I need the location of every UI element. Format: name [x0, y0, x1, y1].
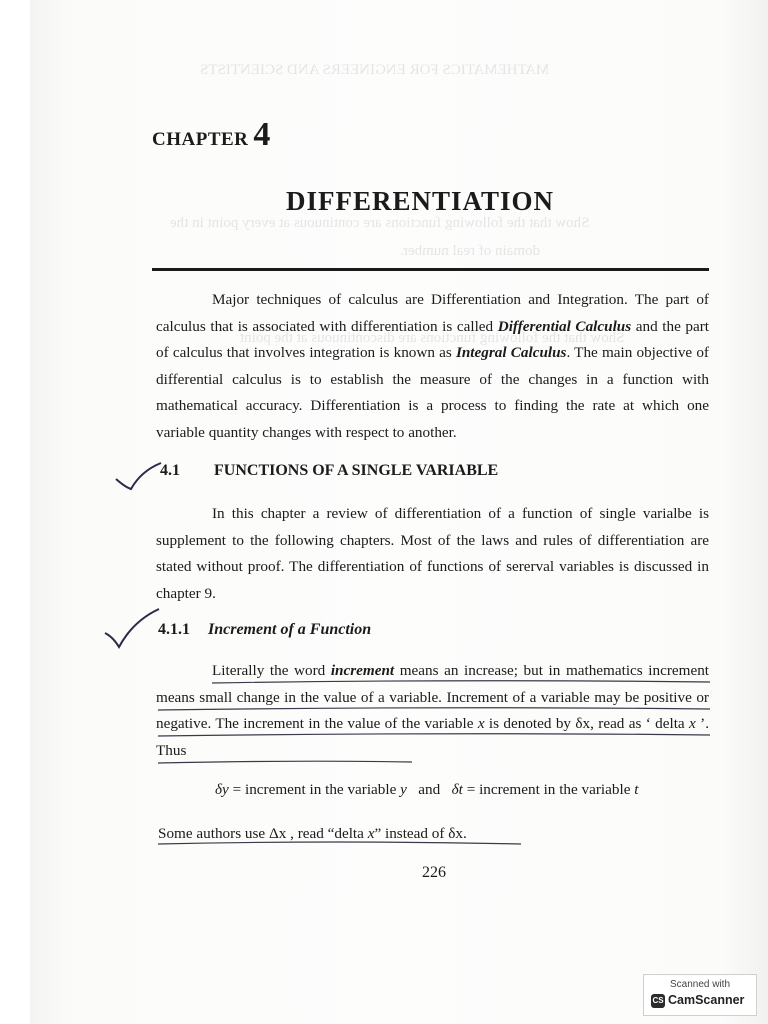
bleed-through-text: domain of real number. — [400, 243, 540, 259]
bleed-through-text: Show that the following functions are discontinuous at the point — [240, 330, 625, 346]
watermark-brand: CamScanner — [668, 993, 745, 1007]
camscanner-logo-icon: CS — [651, 994, 665, 1008]
bleed-through-text: MATHEMATICS FOR ENGINEERS AND SCIENTISTS — [200, 62, 550, 78]
equation-line: δy = increment in the variable y and δt = increment in the variable t — [215, 781, 639, 798]
checkmark-icon — [103, 607, 163, 651]
note-line: Some authors use Δx , read “delta x” instead of δx. — [158, 825, 467, 842]
chapter-label: CHAPTER 4 — [152, 116, 271, 153]
page-number: 226 — [422, 864, 446, 881]
term-increment: increment — [330, 662, 395, 679]
chapter-title: DIFFERENTIATION — [286, 186, 555, 216]
subsection-number: 4.1.1 — [158, 621, 190, 638]
scanner-watermark — [643, 974, 757, 1016]
title-divider — [152, 268, 709, 271]
section-title: FUNCTIONS OF A SINGLE VARIABLE — [214, 462, 499, 479]
bleed-through-text: Show that the following functions are continuous at every point in the — [170, 215, 590, 231]
pen-underlines — [150, 680, 720, 770]
watermark-caption: Scanned with — [669, 979, 731, 990]
pen-underline — [156, 840, 526, 848]
intro-paragraph: Major techniques of calculus are Differentiation and Integration. The part of calculus that is associated with differentiation is called Differential Calculus and the part of calculus that involves integration is known as Integral Calculus. The main objective of differential calculus is to establish the measure of the changes in a function with mathematical accuracy. Differentiation is a process to finding the rate at which one variable quantity changes with respect to another. — [156, 291, 710, 441]
term-differential-calculus: Differential Calculus — [497, 317, 632, 335]
subsection-title: Increment of a Function — [208, 621, 372, 638]
chapter-number: 4 — [253, 116, 271, 153]
subsection-heading — [158, 621, 371, 639]
subsection-paragraph: Literally the word increment means an increase; but in mathematics increment means small change in the value of a variable. Increment of a variable may be positive or negative. The increment in the value of the variable x is denoted by δx, read as ‘ delta x ’. Thus — [156, 662, 710, 759]
term-integral-calculus: Integral Calculus — [455, 344, 567, 361]
section-paragraph: In this chapter a review of differentiation of a function of single varialbe is supplement to the following chapters. Most of the laws and rules of differentiation are stated without proof. The differentiation of functions of sererval variables is discussed in chapter 9. — [156, 505, 709, 602]
checkmark-icon — [113, 459, 163, 495]
section-number: 4.1 — [160, 462, 180, 479]
